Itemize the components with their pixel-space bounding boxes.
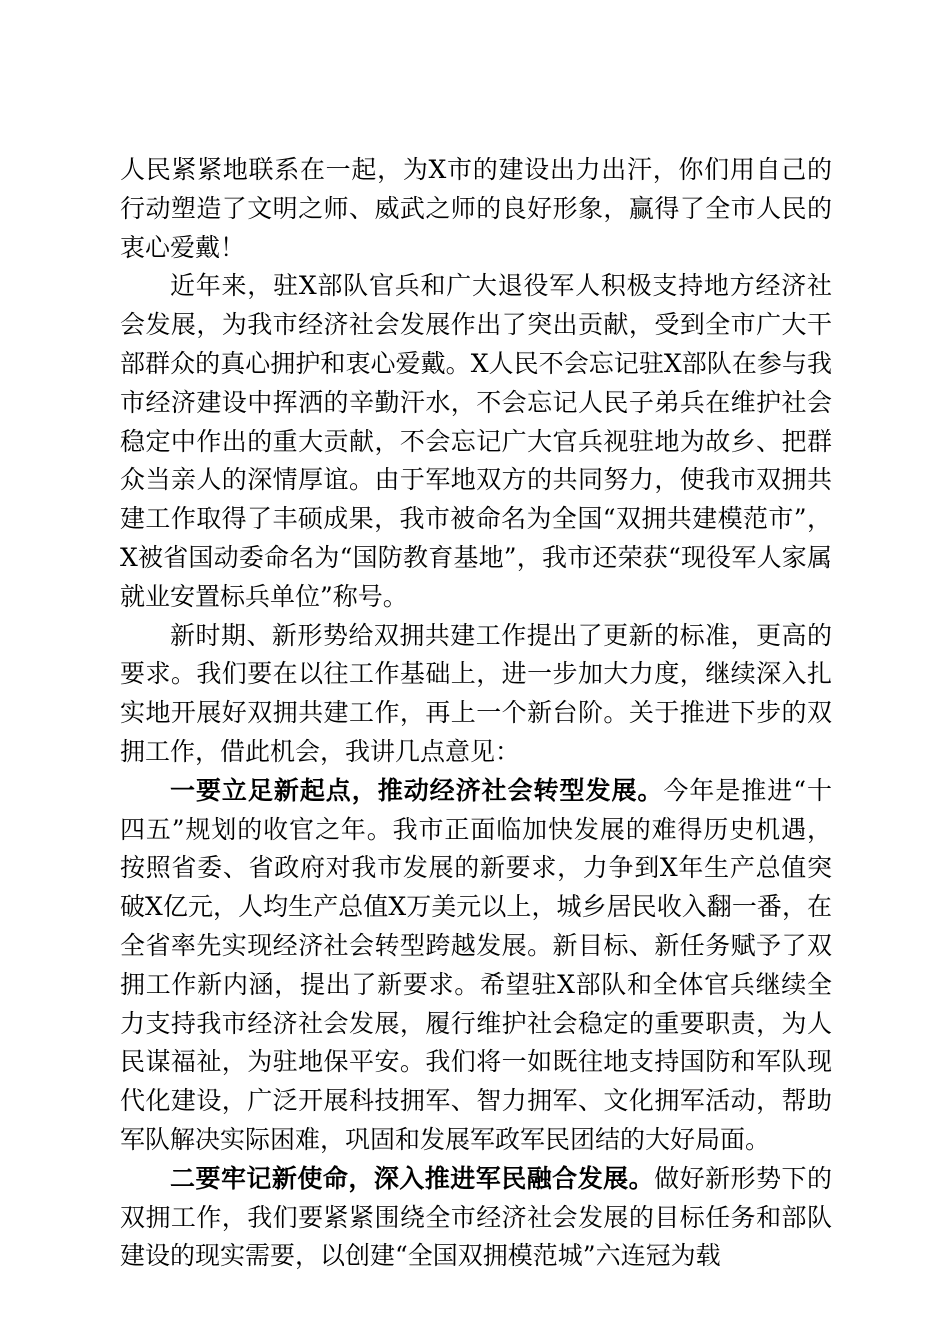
paragraph-text: 新时期、新形势给双拥共建工作提出了更新的标准，更高的要求。我们要在以往工作基础上，进一步加大力度，继续深入扎实地开展好双拥共建工作，再上一个新台阶。关于推进下步的双拥工作，借此机会，我讲几点意见： <box>120 620 832 766</box>
paragraph-text: 人民紧紧地联系在一起，为X市的建设出力出汗，你们用自己的行动塑造了文明之师、威武之师的良好形象，赢得了全市人民的衷心爱戴！ <box>120 155 832 262</box>
paragraph-new-era <box>120 617 832 772</box>
paragraph-point-two <box>120 1160 832 1276</box>
paragraph-continuation <box>120 151 832 267</box>
paragraph-text: 近年来，驻X部队官兵和广大退役军人积极支持地方经济社会发展，为我市经济社会发展作出了突出贡献，受到全市广大干部群众的真心拥护和衷心爱戴。X人民不会忘记驻X部队在参与我市经济建设中挥洒的辛勤汗水，不会忘记人民子弟兵在维护社会稳定中作出的重大贡献，不会忘记广大官兵视驻地为故乡、把群众当亲人的深情厚谊。由于军地双方的共同努力，使我市双拥共建工作取得了丰硕成果，我市被命名为全国“双拥共建模范市”，X被省国动委命名为“国防教育基地”，我市还荣获“现役军人家属就业安置标兵单位”称号。 <box>120 271 832 611</box>
point-two-heading: 二要牢记新使命，深入推进军民融合发展。 <box>170 1163 655 1193</box>
point-one-heading: 一要立足新起点，推动经济社会转型发展。 <box>170 775 664 805</box>
document-body <box>120 151 832 1276</box>
paragraph-text: 做好新形势下的双拥工作，我们要紧紧围绕全市经济社会发展的目标任务和部队建设的现实需要，以创建“全国双拥模范城”六连冠为载 <box>120 1163 832 1271</box>
paragraph-text: 今年是推进“十四五”规划的收官之年。我市正面临加快发展的难得历史机遇，按照省委、省政府对我市发展的新要求，力争到X年生产总值突破X亿元，人均生产总值X万美元以上，城乡居民收入翻一番，在全省率先实现经济社会转型跨越发展。新目标、新任务赋予了双拥工作新内涵，提出了新要求。希望驻X部队和全体官兵继续全力支持我市经济社会发展，履行维护社会稳定的重要职责，为人民谋福祉，为驻地保平安。我们将一如既往地支持国防和军队现代化建设，广泛开展科技拥军、智力拥军、文化拥军活动，帮助军队解决实际困难，巩固和发展军政军民团结的大好局面。 <box>120 775 832 1154</box>
paragraph-recent-years <box>120 267 832 616</box>
paragraph-point-one <box>120 772 832 1160</box>
